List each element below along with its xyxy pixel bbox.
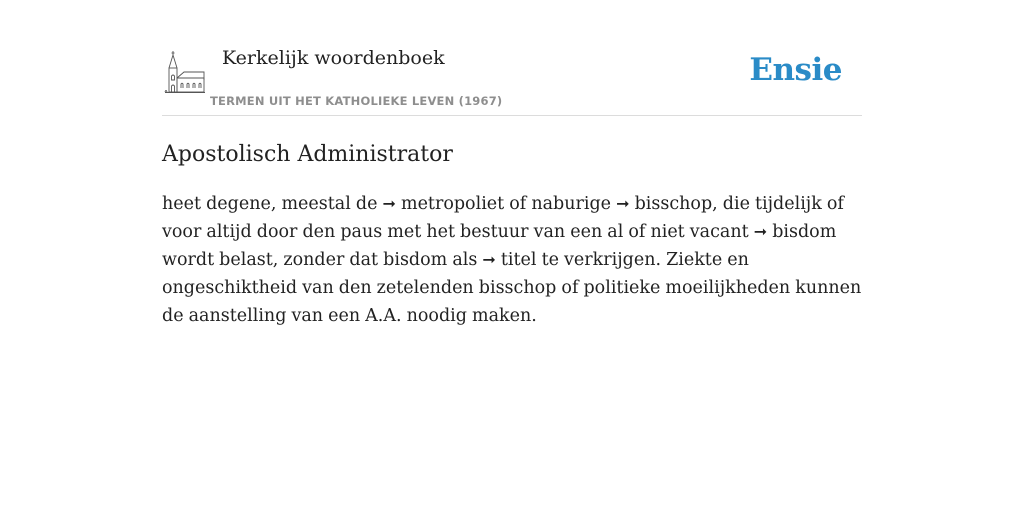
site-header [162,44,862,116]
site-title[interactable]: Kerkelijk woordenboek [222,47,445,69]
entry-text: wordt belast, zonder dat bisdom als [162,250,483,270]
church-icon[interactable] [164,50,206,94]
xref-label: bisschop [634,194,713,214]
xref-bisdom[interactable] [754,222,837,242]
entry-text: te verkrijgen. Ziekte en ongeschiktheid van den zetelenden bisschop of politieke moeilijkheden kunnen de aanstelling van een A.A. noodig maken. [162,250,862,326]
xref-label: bisdom [772,222,837,242]
entry-text: , die tijdelijk of voor altijd door den paus met het bestuur van een al of niet vacant [162,194,844,242]
xref-label: titel [500,250,537,270]
page [162,0,862,330]
entry-heading: Apostolisch Administrator [162,142,453,167]
entry-body [162,190,862,330]
entry-text: of naburige [504,194,617,214]
site-subtitle: TERMEN UIT HET KATHOLIEKE LEVEN (1967) [210,94,503,108]
arrow-right-icon: ➞ [616,194,630,213]
ensie-logo-link[interactable]: Ensie [749,52,842,88]
xref-bisschop[interactable] [616,194,712,214]
arrow-right-icon: ➞ [753,222,768,241]
xref-metropoliet[interactable] [382,194,504,214]
entry-text: heet degene, meestal de [162,194,383,214]
arrow-right-icon: ➞ [382,194,396,213]
xref-titel[interactable] [482,250,536,270]
arrow-right-icon: ➞ [482,250,496,269]
xref-label: metropoliet [400,194,505,214]
